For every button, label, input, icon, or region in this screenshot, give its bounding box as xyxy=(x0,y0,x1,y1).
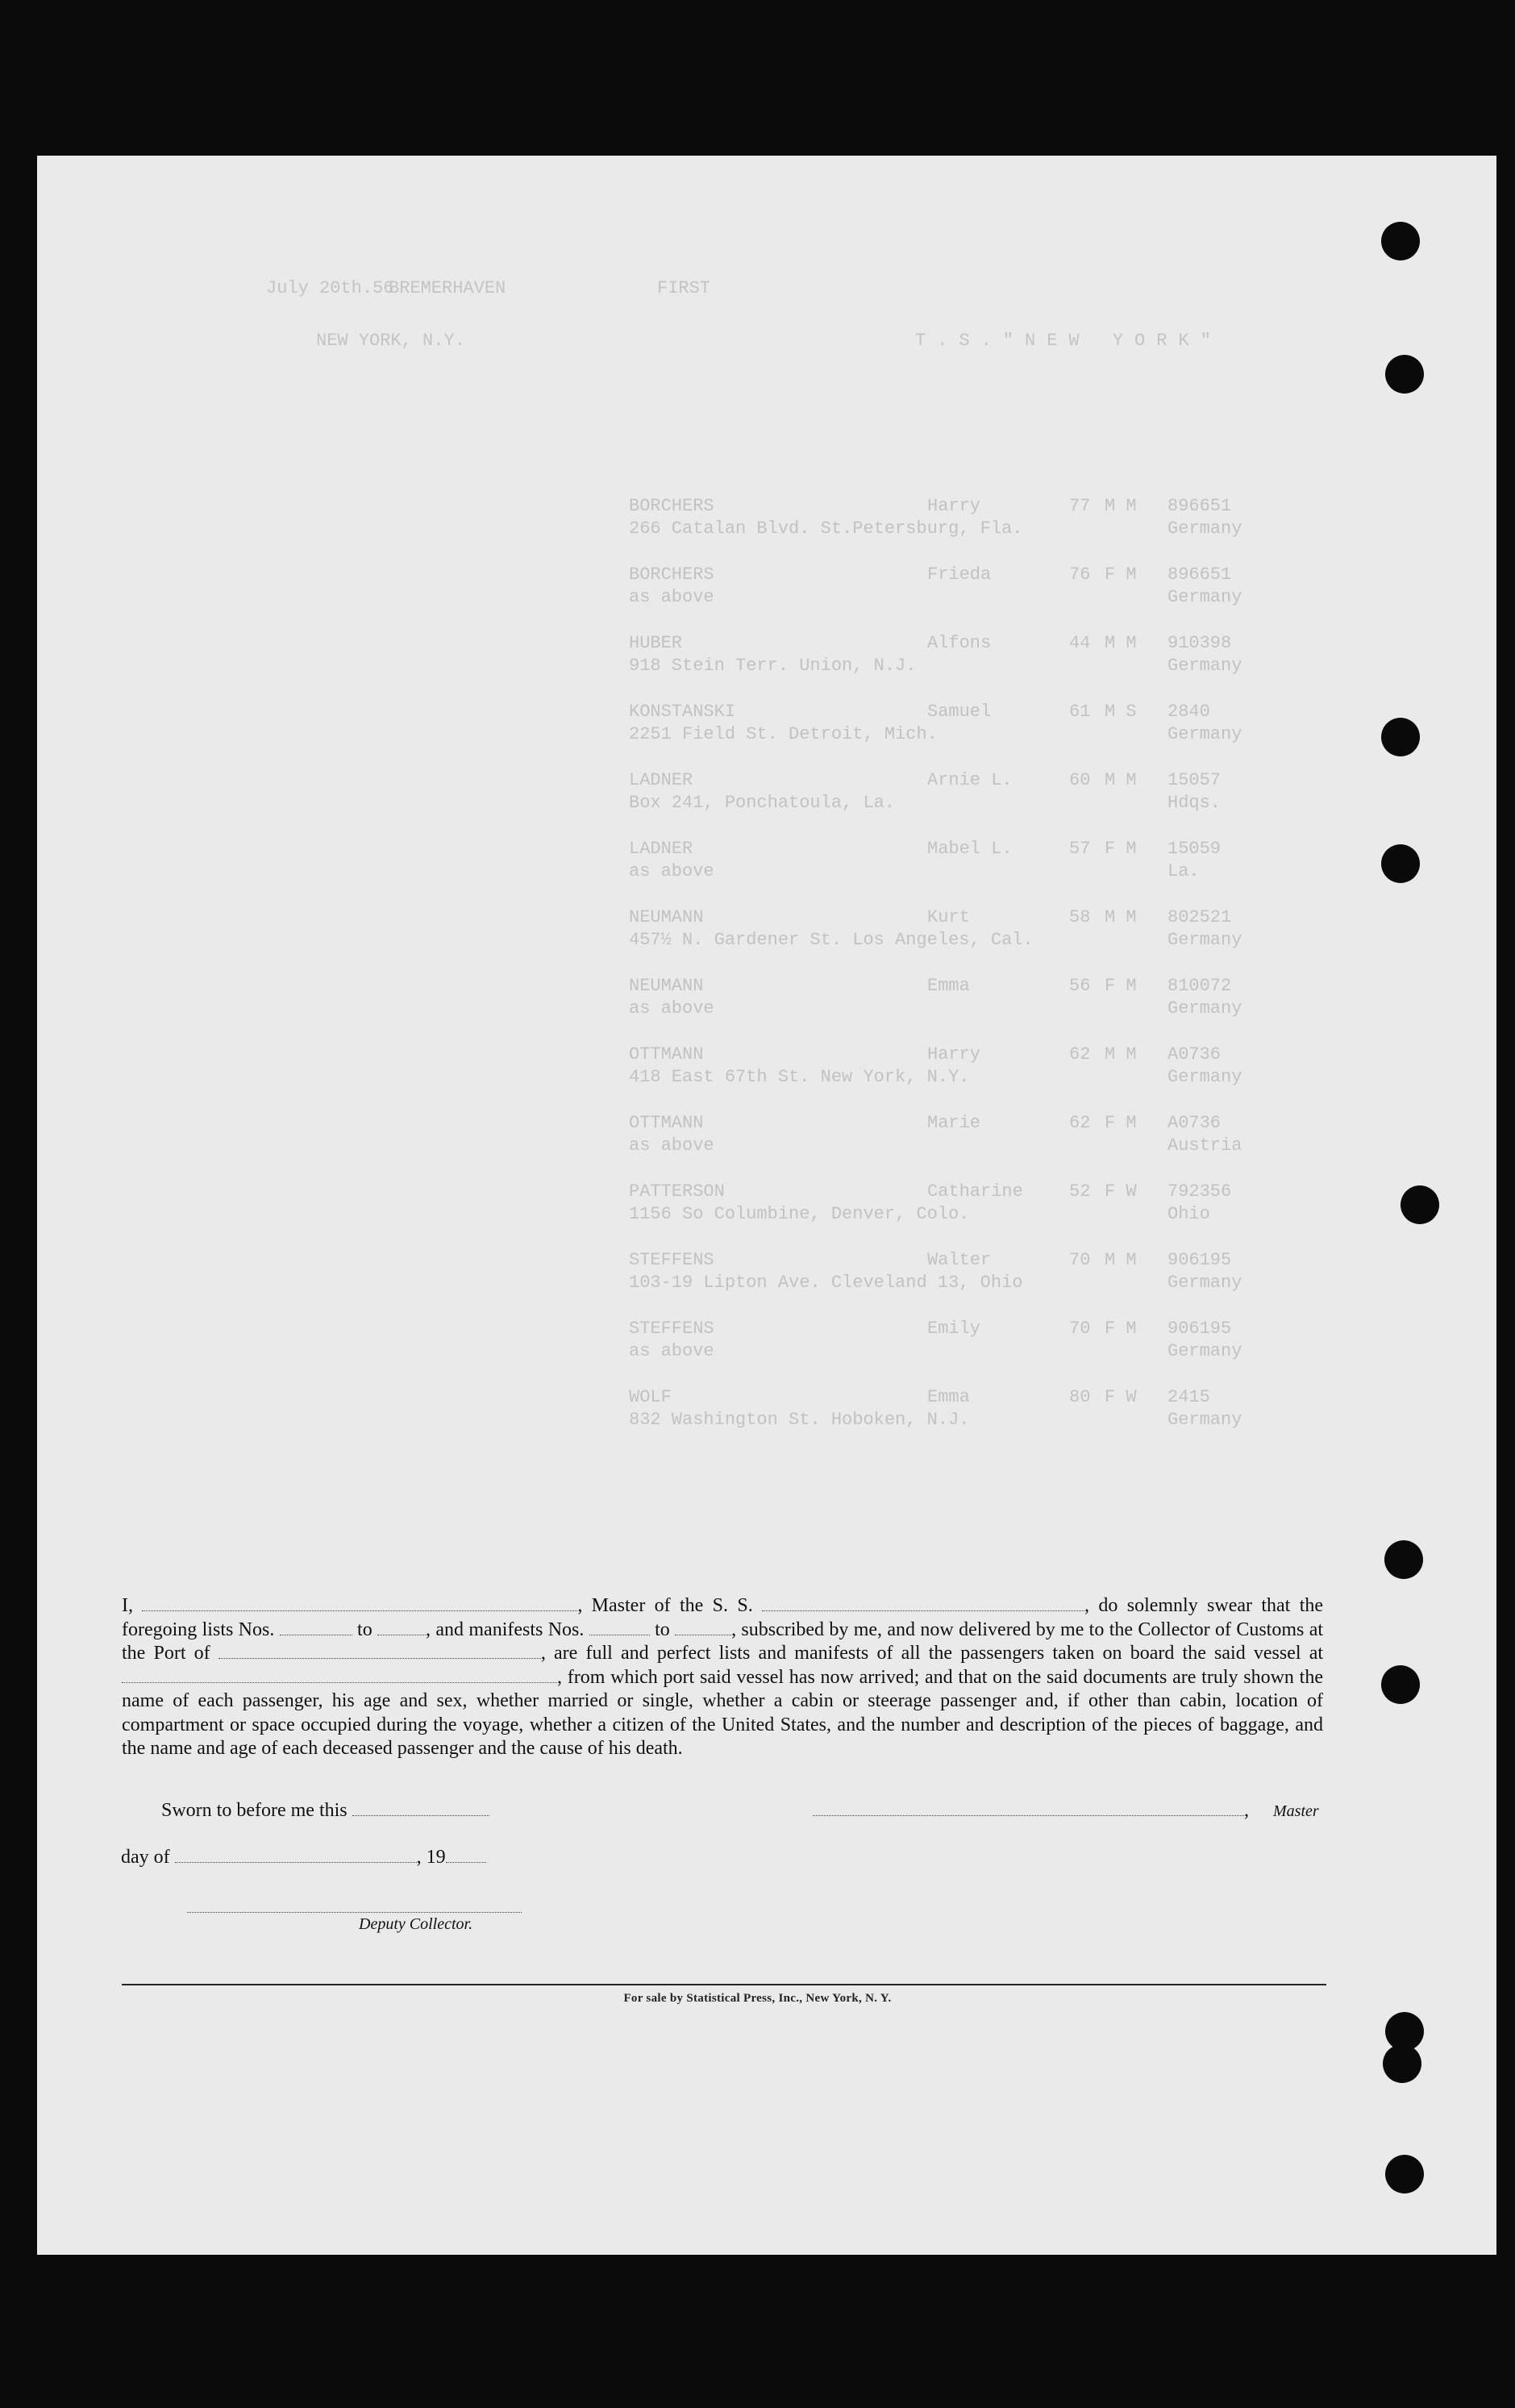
passenger-doc-no: 896651 xyxy=(1167,565,1232,585)
passenger-age: 60 xyxy=(1069,770,1091,790)
passenger-age: 80 xyxy=(1069,1387,1091,1407)
passenger-address: as above xyxy=(629,1135,714,1156)
passenger-given: Frieda xyxy=(927,565,992,585)
footer-rule xyxy=(122,1984,1326,1985)
master-signature-row: , Master xyxy=(813,1800,1319,1822)
passenger-doc-no: 810072 xyxy=(1167,976,1232,996)
passenger-doc-no: A0736 xyxy=(1167,1044,1222,1064)
master-name-blank[interactable] xyxy=(142,1596,577,1611)
passenger-surname: BORCHERS xyxy=(629,496,714,516)
passenger-doc-no: 906195 xyxy=(1167,1319,1232,1339)
passenger-country: Germany xyxy=(1167,656,1242,676)
master-label: Master xyxy=(1273,1802,1319,1820)
passenger-sex-status: M M xyxy=(1105,770,1137,790)
day-of-label: day of xyxy=(121,1847,170,1868)
ship-name: T.S."NEW YORK" xyxy=(915,331,1222,351)
passenger-age: 57 xyxy=(1069,839,1091,859)
passenger-age: 61 xyxy=(1069,702,1091,722)
ship-name-blank[interactable] xyxy=(762,1596,1084,1611)
passenger-address: 418 East 67th St. New York, N.Y. xyxy=(629,1067,970,1087)
passenger-sex-status: M M xyxy=(1105,1250,1137,1270)
passenger-sex-status: F M xyxy=(1105,1113,1137,1133)
passenger-age: 62 xyxy=(1069,1044,1091,1064)
day-of-row xyxy=(121,1847,486,1868)
oath-text: , from which port said vessel has now arrived; and that on the said documents are truly shown the name of each passenger, his age and sex, whether married or single, whether a cabin or steerage passenger and, if other than cabin, location of compartment or space occupied during the voyage, whether a citizen of the United States, and the number and description of the pieces of baggage, and the name and age of each deceased passenger and the cause of his death. xyxy=(122,1666,1323,1759)
passenger-address: 1156 So Columbine, Denver, Colo. xyxy=(629,1204,970,1224)
passenger-sex-status: M M xyxy=(1105,633,1137,653)
passenger-doc-no: A0736 xyxy=(1167,1113,1222,1133)
punch-hole xyxy=(1383,2044,1421,2083)
passenger-doc-no: 15059 xyxy=(1167,839,1222,859)
arrival-port: NEW YORK, N.Y. xyxy=(316,331,465,351)
passenger-given: Emma xyxy=(927,1387,970,1407)
passenger-country: Germany xyxy=(1167,1341,1242,1361)
passenger-address: 2251 Field St. Detroit, Mich. xyxy=(629,724,938,744)
passenger-given: Kurt xyxy=(927,907,970,927)
passenger-doc-no: 792356 xyxy=(1167,1181,1232,1202)
oath-paragraph xyxy=(122,1594,1323,1761)
departure-port: BREMERHAVEN xyxy=(389,278,506,298)
passenger-age: 76 xyxy=(1069,565,1091,585)
manifest-from-blank[interactable] xyxy=(589,1620,650,1635)
passenger-doc-no: 2840 xyxy=(1167,702,1210,722)
passenger-given: Arnie L. xyxy=(927,770,1013,790)
passenger-sex-status: F M xyxy=(1105,976,1137,996)
passenger-given: Samuel xyxy=(927,702,992,722)
passenger-sex-status: M M xyxy=(1105,907,1137,927)
passenger-given: Harry xyxy=(927,1044,981,1064)
passenger-address: 832 Washington St. Hoboken, N.J. xyxy=(629,1410,970,1430)
punch-hole xyxy=(1381,844,1420,883)
manifest-to-blank[interactable] xyxy=(675,1620,731,1635)
passenger-age: 58 xyxy=(1069,907,1091,927)
passenger-surname: OTTMANN xyxy=(629,1113,704,1133)
passenger-age: 77 xyxy=(1069,496,1091,516)
passenger-sex-status: F W xyxy=(1105,1181,1137,1202)
passenger-given: Mabel L. xyxy=(927,839,1013,859)
passenger-country: Germany xyxy=(1167,930,1242,950)
passenger-given: Alfons xyxy=(927,633,992,653)
oath-text: , and manifests Nos. xyxy=(426,1619,585,1640)
passenger-address: 918 Stein Terr. Union, N.J. xyxy=(629,656,917,676)
punch-hole xyxy=(1401,1185,1439,1224)
sworn-row xyxy=(161,1800,489,1822)
passenger-age: 44 xyxy=(1069,633,1091,653)
oath-text: I, xyxy=(122,1595,133,1616)
passenger-country: Germany xyxy=(1167,998,1242,1019)
oath-text: to xyxy=(655,1619,670,1640)
punch-hole xyxy=(1381,1665,1420,1704)
punch-hole xyxy=(1385,355,1424,394)
passenger-age: 52 xyxy=(1069,1181,1091,1202)
passenger-given: Emma xyxy=(927,976,970,996)
port-blank[interactable] xyxy=(219,1644,541,1659)
deputy-signature-blank[interactable] xyxy=(187,1898,522,1913)
passenger-country: Germany xyxy=(1167,519,1242,539)
passenger-given: Catharine xyxy=(927,1181,1023,1202)
passenger-doc-no: 2415 xyxy=(1167,1387,1210,1407)
master-signature-blank[interactable] xyxy=(813,1801,1244,1816)
passenger-given: Marie xyxy=(927,1113,981,1133)
passenger-country: La. xyxy=(1167,861,1200,881)
passenger-sex-status: F M xyxy=(1105,1319,1137,1339)
passenger-address: as above xyxy=(629,587,714,607)
passenger-surname: STEFFENS xyxy=(629,1319,714,1339)
passenger-sex-status: M M xyxy=(1105,496,1137,516)
passenger-age: 62 xyxy=(1069,1113,1091,1133)
passenger-surname: LADNER xyxy=(629,770,693,790)
oath-text: to xyxy=(357,1619,373,1640)
passenger-surname: NEUMANN xyxy=(629,976,704,996)
passenger-country: Germany xyxy=(1167,587,1242,607)
passenger-country: Austria xyxy=(1167,1135,1242,1156)
passenger-country: Germany xyxy=(1167,1067,1242,1087)
passenger-address: as above xyxy=(629,1341,714,1361)
printer-footer: For sale by Statistical Press, Inc., New York, N. Y. xyxy=(623,1992,892,2005)
oath-text: , do solemnly swear that the foregoing lists Nos. xyxy=(122,1595,1324,1640)
day-of-blank[interactable] xyxy=(175,1848,417,1863)
passenger-surname: OTTMANN xyxy=(629,1044,704,1064)
passenger-country: Germany xyxy=(1167,724,1242,744)
arrival-date: July 20th.56 xyxy=(266,278,394,298)
oath-text: , Master of the S. S. xyxy=(577,1595,753,1616)
passenger-doc-no: 910398 xyxy=(1167,633,1232,653)
list-from-blank[interactable] xyxy=(280,1620,352,1635)
passenger-surname: NEUMANN xyxy=(629,907,704,927)
passenger-country: Germany xyxy=(1167,1273,1242,1293)
passenger-sex-status: F W xyxy=(1105,1387,1137,1407)
passenger-address: 457½ N. Gardener St. Los Angeles, Cal. xyxy=(629,930,1034,950)
passenger-country: Germany xyxy=(1167,1410,1242,1430)
passenger-given: Walter xyxy=(927,1250,992,1270)
passenger-surname: LADNER xyxy=(629,839,693,859)
passenger-given: Harry xyxy=(927,496,981,516)
passenger-address: as above xyxy=(629,998,714,1019)
passenger-surname: STEFFENS xyxy=(629,1250,714,1270)
embark-port-blank[interactable] xyxy=(122,1668,557,1683)
passenger-surname: HUBER xyxy=(629,633,683,653)
passenger-doc-no: 15057 xyxy=(1167,770,1222,790)
passenger-country: Hdqs. xyxy=(1167,793,1222,813)
oath-text: , are full and perfect lists and manifests of all the passengers taken on board the said vessel at xyxy=(540,1643,1324,1664)
list-to-blank[interactable] xyxy=(377,1620,426,1635)
passenger-age: 70 xyxy=(1069,1250,1091,1270)
sworn-label: Sworn to before me this xyxy=(161,1800,348,1821)
passenger-surname: WOLF xyxy=(629,1387,672,1407)
punch-hole xyxy=(1385,2155,1424,2193)
punch-hole xyxy=(1381,718,1420,756)
passenger-surname: BORCHERS xyxy=(629,565,714,585)
passenger-doc-no: 802521 xyxy=(1167,907,1232,927)
passenger-given: Emily xyxy=(927,1319,981,1339)
punch-hole xyxy=(1384,1540,1423,1579)
passenger-sex-status: M M xyxy=(1105,1044,1137,1064)
passenger-address: as above xyxy=(629,861,714,881)
oath-text: , subscribed by me, and now delivered by me to the Collector of Customs at the Port of xyxy=(122,1619,1324,1664)
passenger-age: 70 xyxy=(1069,1319,1091,1339)
passenger-doc-no: 906195 xyxy=(1167,1250,1232,1270)
passenger-sex-status: F M xyxy=(1105,565,1137,585)
year-blank[interactable] xyxy=(446,1848,486,1863)
passenger-address: 103-19 Lipton Ave. Cleveland 13, Ohio xyxy=(629,1273,1023,1293)
passenger-age: 56 xyxy=(1069,976,1091,996)
passenger-surname: KONSTANSKI xyxy=(629,702,736,722)
year-prefix: , 19 xyxy=(416,1847,446,1868)
passenger-sex-status: F M xyxy=(1105,839,1137,859)
sworn-date-blank[interactable] xyxy=(352,1801,489,1816)
punch-hole xyxy=(1381,222,1420,260)
passenger-sex-status: M S xyxy=(1105,702,1137,722)
passenger-address: 266 Catalan Blvd. St.Petersburg, Fla. xyxy=(629,519,1023,539)
passenger-address: Box 241, Ponchatoula, La. xyxy=(629,793,896,813)
class-word: FIRST xyxy=(657,278,711,298)
passenger-surname: PATTERSON xyxy=(629,1181,725,1202)
passenger-country: Ohio xyxy=(1167,1204,1210,1224)
deputy-label: Deputy Collector. xyxy=(359,1915,473,1933)
passenger-doc-no: 896651 xyxy=(1167,496,1232,516)
